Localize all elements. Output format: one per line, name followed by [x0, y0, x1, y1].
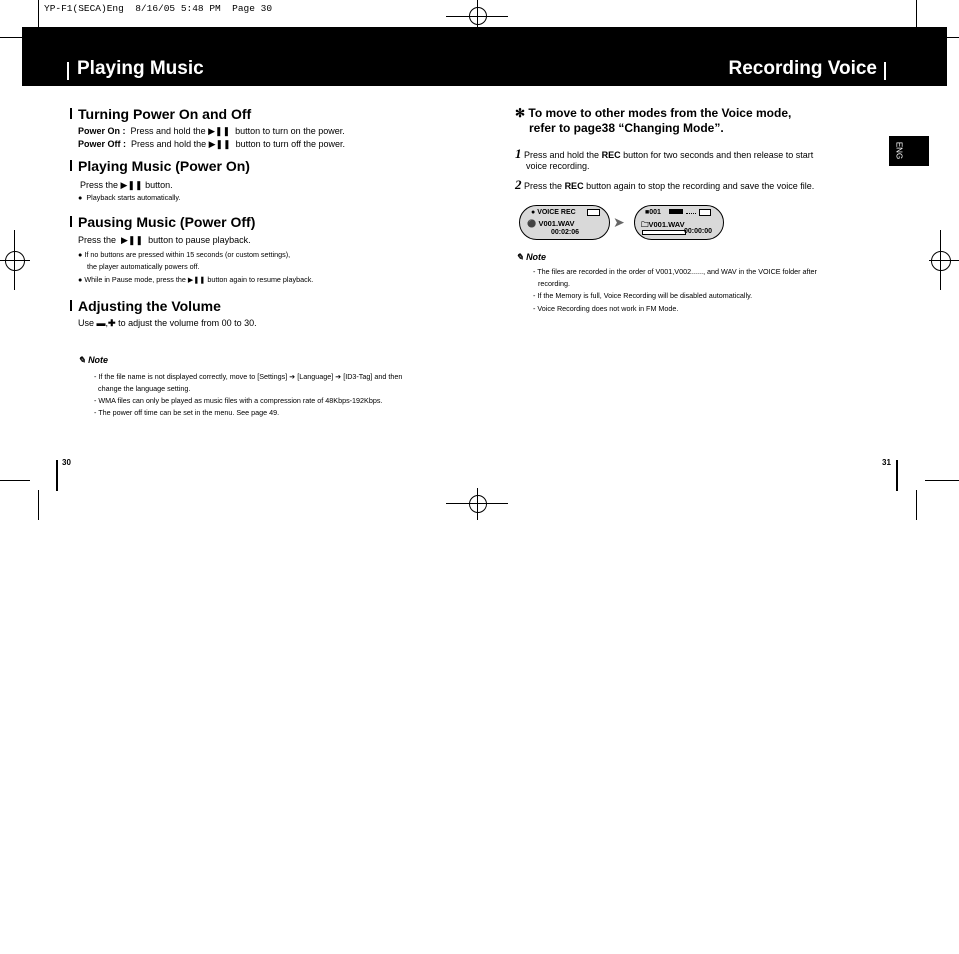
play-pause-icon: ▶❚❚: [208, 126, 231, 136]
language-tab-label: ENG: [894, 141, 904, 160]
lcd-time: 00:02:06: [551, 229, 580, 236]
note-heading: ✎ Note: [78, 355, 109, 365]
asterisk-icon: ✻: [515, 106, 526, 120]
bullet-item: ● While in Pause mode, press the ▶❚❚ button again to resume playback.: [78, 275, 314, 284]
registration-circle: [469, 495, 487, 513]
note-heading: ✎ Note: [516, 252, 547, 262]
left-title-bar: [67, 62, 69, 80]
play-instruction: Press the ▶❚❚ button.: [80, 180, 173, 190]
left-page-title: Playing Music: [77, 58, 204, 79]
right-title-bar: [884, 62, 886, 80]
bullet-item: ● If no buttons are pressed within 15 seconds (or custom settings),: [78, 250, 291, 259]
page-number-right: 31: [882, 458, 891, 467]
step-2: 2 Press the REC button again to stop the recording and save the voice file.: [515, 177, 815, 192]
volume-instruction: Use ▬,✚ to adjust the volume from 00 to 30.: [78, 318, 257, 328]
crop-mark: [916, 0, 917, 27]
registration-circle: [931, 251, 951, 271]
battery-icon: [587, 209, 600, 216]
note-line: - Voice Recording does not work in FM Mode.: [533, 304, 679, 313]
crop-mark: [0, 37, 22, 38]
power-on-line: Power On : Press and hold the ▶❚❚ button to turn on the power.: [78, 126, 345, 136]
registration-circle: [469, 7, 487, 25]
note-line: change the language setting.: [98, 384, 191, 393]
section-heading: Pausing Music (Power Off): [70, 214, 255, 230]
section-heading: Playing Music (Power On): [70, 158, 250, 174]
bullet-item-cont: the player automatically powers off.: [87, 262, 200, 271]
mic-icon: ⚫: [527, 219, 537, 228]
play-pause-icon: ▶❚❚: [121, 235, 144, 245]
pencil-icon: ✎: [78, 355, 86, 365]
section-heading: Turning Power On and Off: [70, 106, 251, 122]
step-1: 1 Press and hold the REC button for two seconds and then release to start: [515, 146, 814, 161]
right-page-title: Recording Voice: [728, 58, 877, 79]
pencil-icon: ✎: [516, 252, 524, 262]
crop-mark: [0, 480, 30, 481]
section-heading: Adjusting the Volume: [70, 298, 221, 314]
play-pause-icon: ▶❚❚: [120, 180, 143, 190]
lcd-line: ⚫ V001.WAV: [527, 219, 575, 228]
arrow-right-icon: ➤: [613, 214, 625, 230]
note-line: - The files are recorded in the order of V001,V002......, and WAV in the VOICE folder after: [533, 267, 817, 276]
page-number-left: 30: [62, 458, 71, 467]
battery-icon: [699, 209, 711, 216]
note-line: - If the Memory is full, Voice Recording will be disabled automatically.: [533, 291, 753, 300]
crop-mark: [38, 490, 39, 520]
registration-circle: [5, 251, 25, 271]
play-pause-icon: ▶❚❚: [187, 275, 206, 284]
page-number-rule: [56, 460, 58, 491]
power-off-line: Power Off : Press and hold the ▶❚❚ button to turn off the power.: [78, 139, 346, 149]
note-line: - WMA files can only be played as music files with a compression rate of 48Kbps-192Kbps.: [94, 396, 383, 405]
pause-instruction: Press the ▶❚❚ button to pause playback.: [78, 235, 251, 245]
note-line: - The power off time can be set in the menu. See page 49.: [94, 408, 280, 417]
crop-mark: [947, 37, 959, 38]
status-icon: [669, 209, 683, 214]
volume-down-icon: ▬: [96, 318, 106, 328]
mode-heading: ✻ To move to other modes from the Voice mode, refer to page38 “Changing Mode”.: [515, 106, 792, 135]
play-pause-icon: ▶❚❚: [208, 139, 231, 149]
folder-icon: 🗀: [641, 220, 649, 229]
lcd-time: 00:00:00: [684, 228, 713, 235]
bullet-item: ● Playback starts automatically.: [78, 193, 181, 202]
progress-bar: [642, 230, 686, 235]
page-number-rule: [896, 460, 898, 491]
lcd-line: ● VOICE REC: [531, 209, 576, 216]
crop-mark: [925, 480, 959, 481]
crop-mark: [916, 490, 917, 520]
note-line: - If the file name is not displayed correctly, move to [Settings] ➔ [Language] ➔ [ID3-Tag] and then: [94, 372, 403, 381]
lcd-line: ■001: [645, 209, 661, 216]
step-1-cont: voice recording.: [526, 161, 590, 171]
print-slug: YP-F1(SECA)Eng 8/16/05 5:48 PM Page 30: [44, 3, 273, 14]
crop-mark: [38, 0, 39, 27]
status-icon: [686, 210, 696, 214]
lcd-line: 🗀V001.WAV: [641, 220, 685, 229]
volume-up-icon: ✚: [108, 318, 116, 328]
note-line: recording.: [538, 279, 570, 288]
